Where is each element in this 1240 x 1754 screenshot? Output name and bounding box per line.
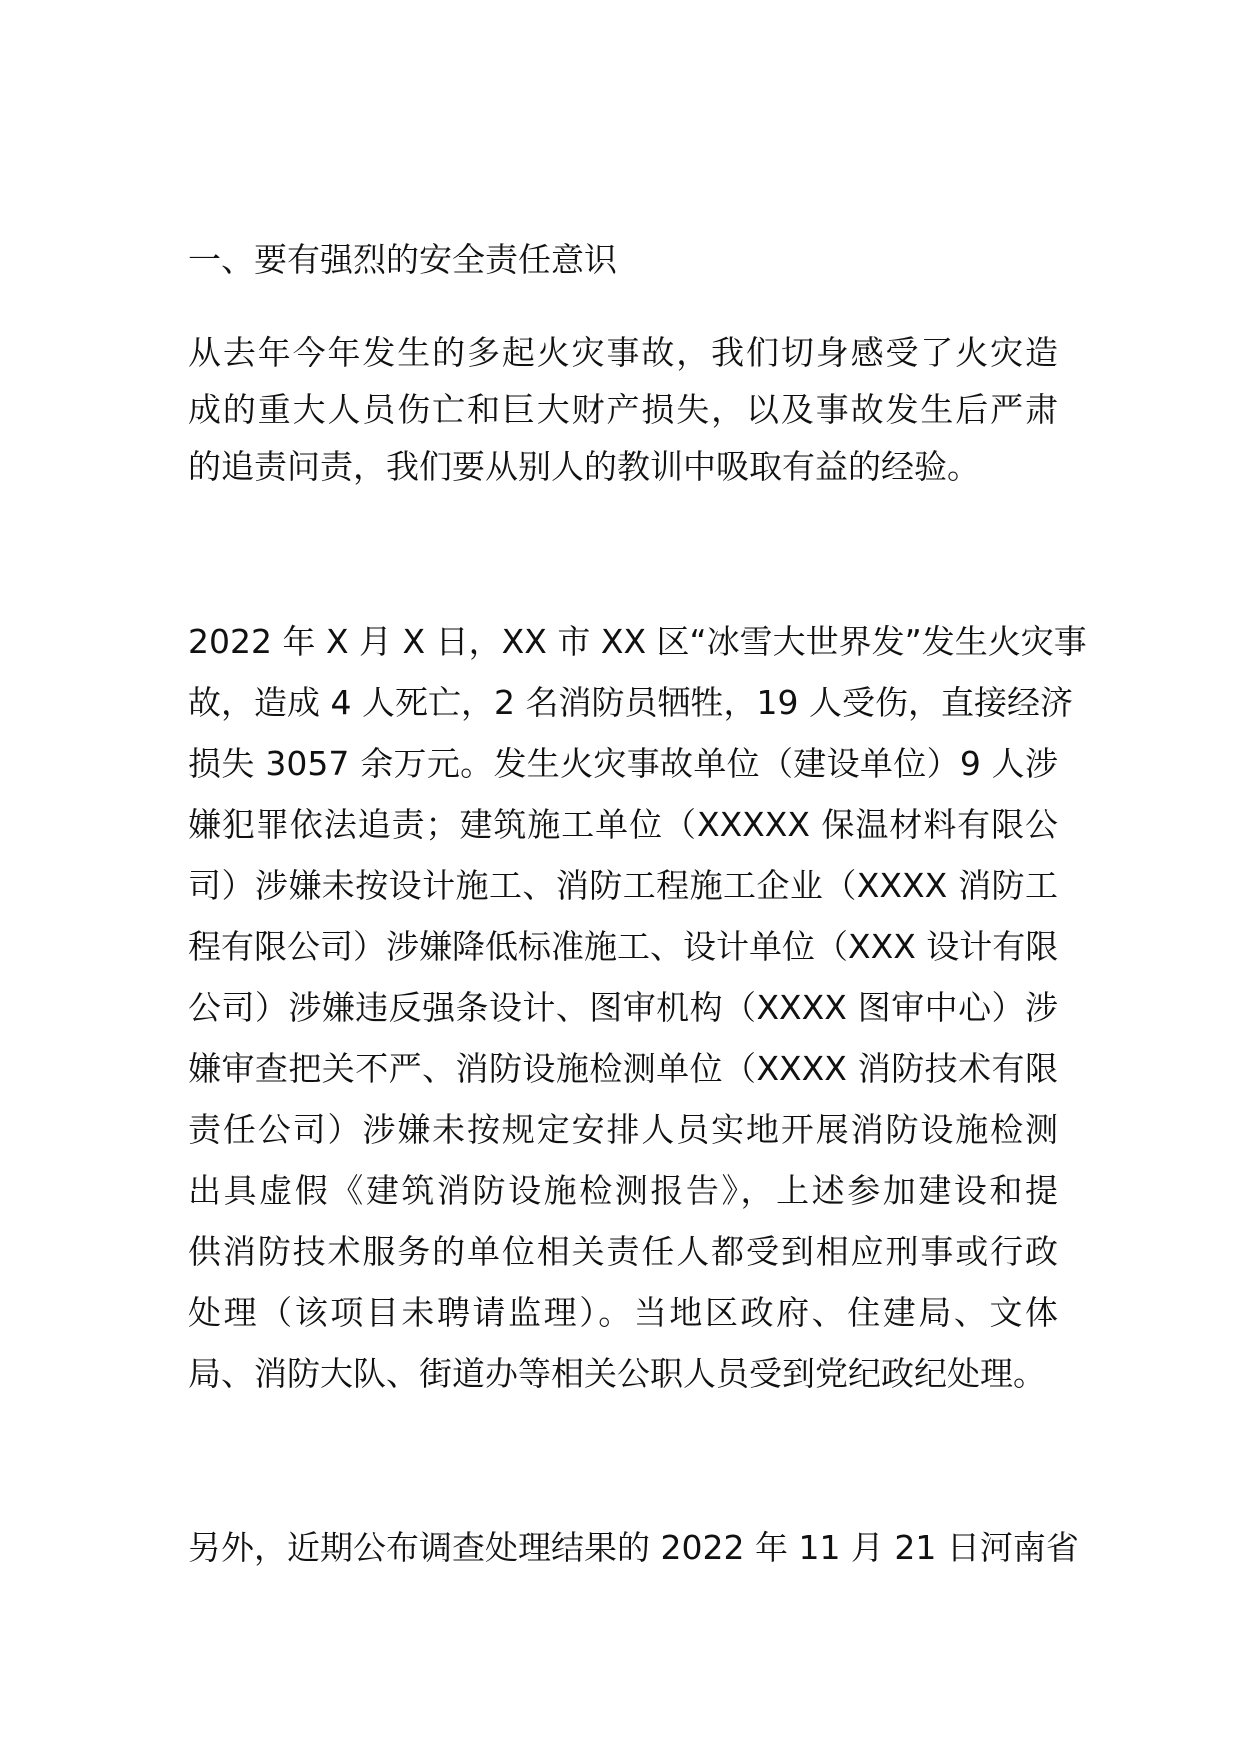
paragraph-2-line-10: 出具虚假《建筑消防设施检测报告》，上述参加建设和提 <box>188 1171 1058 1210</box>
paragraph-2-line-12: 处理（该项目未聘请监理）。当地区政府、住建局、文体 <box>188 1293 1058 1332</box>
paragraph-2-line-2: 故，造成 4 人死亡，2 名消防员牺牲，19 人受伤，直接经济 <box>188 683 1073 722</box>
paragraph-2-line-6: 程有限公司）涉嫌降低标准施工、设计单位（XXX 设计有限 <box>188 927 1059 966</box>
paragraph-2-line-1: 2022 年 X 月 X 日，XX 市 XX 区“冰雪大世界发”发生火灾事 <box>188 622 1087 661</box>
paragraph-3-line-1: 另外，近期公布调查处理结果的 2022 年 11 月 21 日河南省 <box>188 1528 1079 1567</box>
paragraph-2-line-8: 嫌审查把关不严、消防设施检测单位（XXXX 消防技术有限 <box>188 1049 1058 1088</box>
paragraph-2-line-11: 供消防技术服务的单位相关责任人都受到相应刑事或行政 <box>188 1232 1058 1271</box>
paragraph-2-line-9: 责任公司）涉嫌未按规定安排人员实地开展消防设施检测 <box>188 1110 1058 1149</box>
section-heading: 一、要有强烈的安全责任意识 <box>188 240 617 279</box>
paragraph-2-line-4: 嫌犯罪依法追责；建筑施工单位（XXXXX 保温材料有限公 <box>188 805 1058 844</box>
paragraph-1-line-3: 的追责问责，我们要从别人的教训中吸取有益的经验。 <box>188 447 980 486</box>
paragraph-1-line-1: 从去年今年发生的多起火灾事故，我们切身感受了火灾造 <box>188 333 1058 372</box>
paragraph-2-line-3: 损失 3057 余万元。发生火灾事故单位（建设单位）9 人涉 <box>188 744 1058 783</box>
paragraph-1-line-2: 成的重大人员伤亡和巨大财产损失，以及事故发生后严肃 <box>188 390 1058 429</box>
paragraph-2-line-7: 公司）涉嫌违反强条设计、图审机构（XXXX 图审中心）涉 <box>188 988 1058 1027</box>
paragraph-2-line-13: 局、消防大队、街道办等相关公职人员受到党纪政纪处理。 <box>188 1354 1046 1393</box>
paragraph-2-line-5: 司）涉嫌未按设计施工、消防工程施工企业（XXXX 消防工 <box>188 866 1058 905</box>
